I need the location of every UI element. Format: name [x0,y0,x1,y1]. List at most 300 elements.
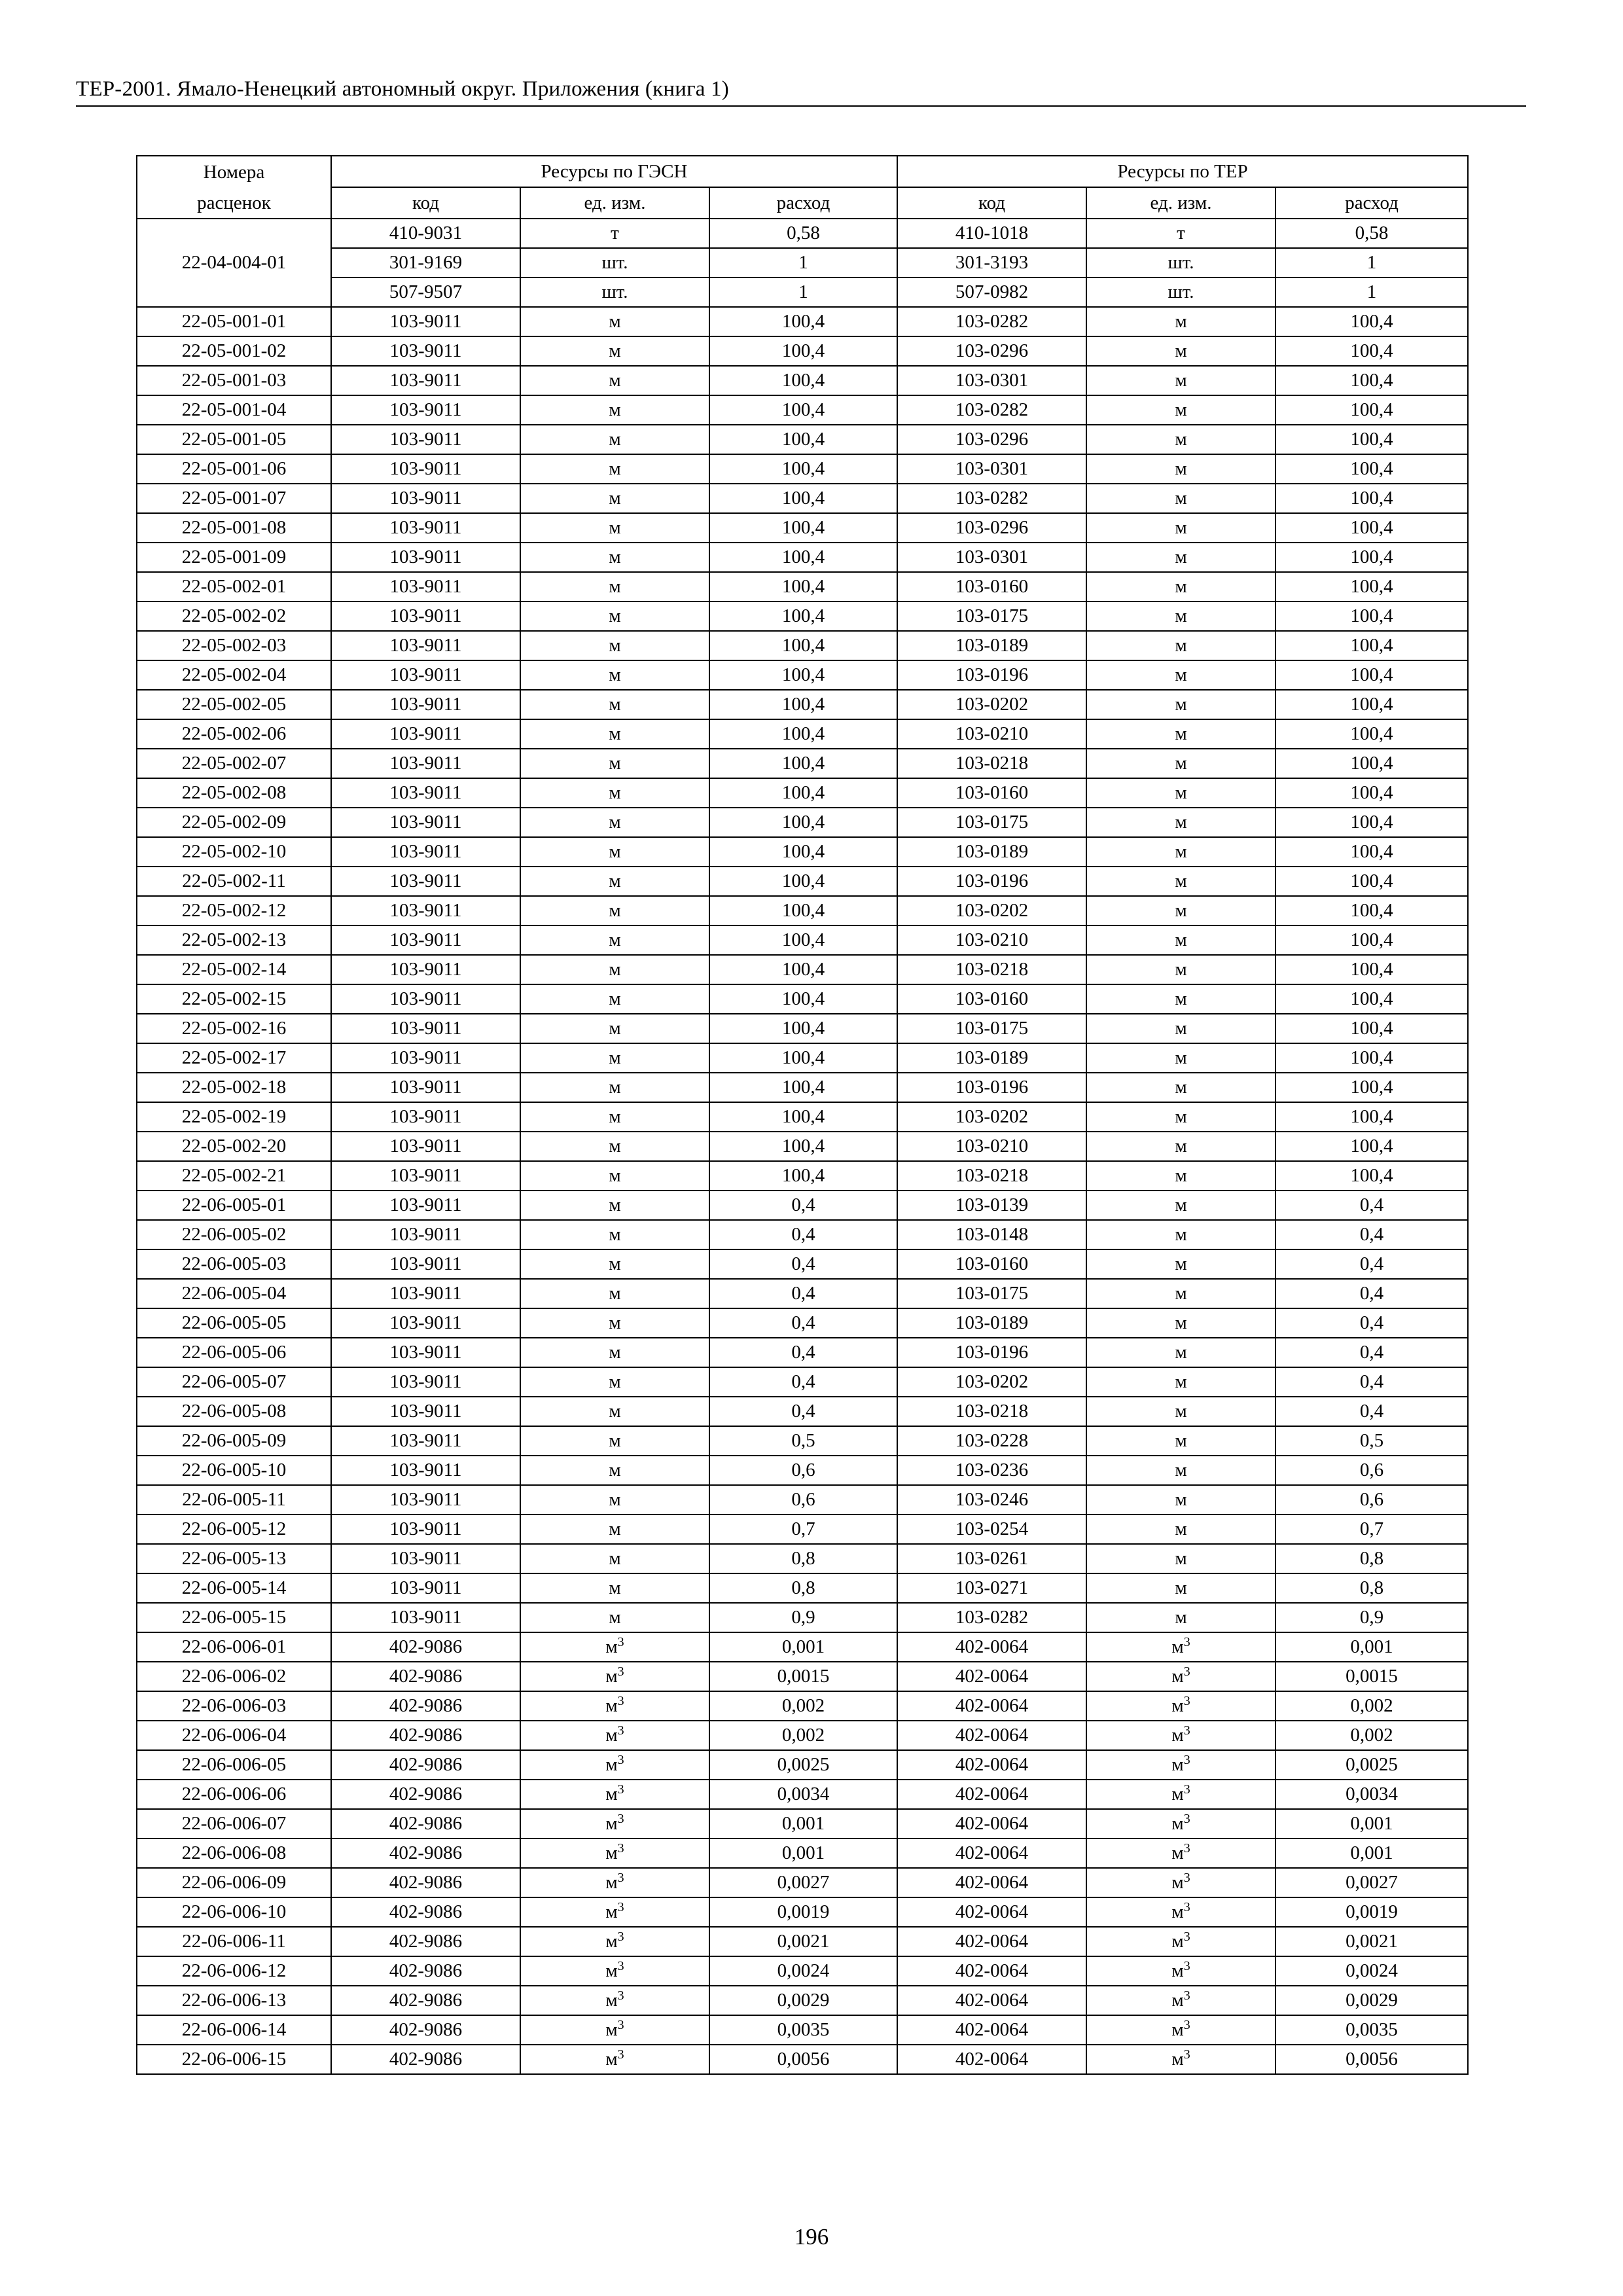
gesn-unit-cell: м [520,1220,709,1249]
running-header: ТЕР-2001. Ямало-Ненецкий автономный округ. Приложения (книга 1) [76,77,729,101]
gesn-unit-cell: м [520,543,709,572]
table-row [137,395,1468,425]
header-gesn-resources: Ресурсы по ГЭСН [331,156,897,187]
ter-code-cell: 402-0064 [897,1721,1086,1750]
table-row [137,1573,1468,1603]
rate-number-cell: 22-05-001-07 [137,484,331,513]
ter-qty-cell: 100,4 [1275,1161,1468,1191]
rate-number-cell: 22-06-006-02 [137,1662,331,1691]
gesn-qty-cell: 0,0027 [709,1868,897,1897]
gesn-code-cell: 402-9086 [331,1839,520,1868]
ter-qty-cell: 0,6 [1275,1456,1468,1485]
gesn-unit-cell: м [520,1338,709,1367]
gesn-unit-cell: м [520,1485,709,1515]
gesn-unit-cell: м [520,749,709,778]
ter-qty-cell: 100,4 [1275,867,1468,896]
table-row [137,1043,1468,1073]
gesn-qty-cell: 100,4 [709,867,897,896]
ter-unit-cell: м [1086,1161,1275,1191]
ter-qty-cell: 0,001 [1275,1809,1468,1839]
table-row [137,808,1468,837]
gesn-unit-cell: м [520,601,709,631]
gesn-qty-cell: 100,4 [709,925,897,955]
gesn-qty-cell: 100,4 [709,896,897,925]
table-row [137,1691,1468,1721]
ter-unit-cell: м [1086,513,1275,543]
gesn-code-cell: 103-9011 [331,1515,520,1544]
gesn-code-cell: 103-9011 [331,513,520,543]
gesn-qty-cell: 0,8 [709,1573,897,1603]
ter-unit-cell: $м^3$ [1086,1897,1275,1927]
table-row [137,1456,1468,1485]
ter-qty-cell: 1 [1275,278,1468,307]
gesn-unit-cell: м [520,1573,709,1603]
table-row [137,1603,1468,1632]
header-ter-unit: ед. изм. [1086,187,1275,219]
gesn-unit-cell: м [520,1515,709,1544]
gesn-qty-cell: 100,4 [709,778,897,808]
ter-qty-cell: 0,0015 [1275,1662,1468,1691]
table-row [137,1780,1468,1809]
rate-number-cell: 22-05-002-18 [137,1073,331,1102]
rate-number-cell: 22-06-005-02 [137,1220,331,1249]
rate-number-cell: 22-05-002-09 [137,808,331,837]
rate-number-cell: 22-05-002-04 [137,660,331,690]
gesn-qty-cell: 0,58 [709,219,897,248]
gesn-unit-cell: $м^3$ [520,1691,709,1721]
ter-unit-cell: м [1086,1249,1275,1279]
gesn-unit-cell: м [520,690,709,719]
ter-qty-cell: 100,4 [1275,307,1468,336]
gesn-qty-cell: 100,4 [709,336,897,366]
gesn-qty-cell: 1 [709,278,897,307]
ter-unit-cell: м [1086,484,1275,513]
gesn-code-cell: 103-9011 [331,1249,520,1279]
gesn-qty-cell: 0,001 [709,1839,897,1868]
ter-qty-cell: 0,58 [1275,219,1468,248]
gesn-qty-cell: 100,4 [709,1014,897,1043]
rate-number-cell [137,278,331,307]
ter-unit-cell: м [1086,925,1275,955]
gesn-code-cell: 103-9011 [331,1456,520,1485]
ter-code-cell: 402-0064 [897,1662,1086,1691]
gesn-code-cell: 103-9011 [331,1014,520,1043]
ter-code-cell: 103-0196 [897,1338,1086,1367]
gesn-qty-cell: 0,5 [709,1426,897,1456]
ter-qty-cell: 100,4 [1275,513,1468,543]
gesn-unit-cell: м [520,1603,709,1632]
table-row [137,1308,1468,1338]
gesn-unit-cell: м [520,307,709,336]
gesn-unit-cell: м [520,572,709,601]
ter-unit-cell: м [1086,1308,1275,1338]
ter-code-cell: 103-0175 [897,808,1086,837]
gesn-unit-cell: м [520,925,709,955]
gesn-qty-cell: 0,0056 [709,2045,897,2074]
rate-number-cell: 22-06-005-10 [137,1456,331,1485]
ter-unit-cell: м [1086,749,1275,778]
gesn-code-cell: 103-9011 [331,336,520,366]
rate-number-cell: 22-06-005-04 [137,1279,331,1308]
gesn-code-cell: 103-9011 [331,1102,520,1132]
ter-qty-cell: 0,9 [1275,1603,1468,1632]
table-row [137,513,1468,543]
ter-unit-cell: м [1086,631,1275,660]
gesn-unit-cell: м [520,867,709,896]
ter-unit-cell: м [1086,1338,1275,1367]
ter-qty-cell: 100,4 [1275,1043,1468,1073]
gesn-unit-cell: м [520,395,709,425]
table-row [137,1927,1468,1956]
rate-number-cell: 22-06-005-13 [137,1544,331,1573]
gesn-unit-cell: $м^3$ [520,1750,709,1780]
ter-unit-cell: м [1086,1043,1275,1073]
ter-code-cell: 402-0064 [897,1927,1086,1956]
gesn-qty-cell: 0,4 [709,1367,897,1397]
gesn-qty-cell: 0,8 [709,1544,897,1573]
table-row [137,219,1468,248]
ter-unit-cell: м [1086,1191,1275,1220]
gesn-qty-cell: 100,4 [709,543,897,572]
gesn-unit-cell: м [520,1308,709,1338]
ter-qty-cell: 100,4 [1275,601,1468,631]
gesn-qty-cell: 100,4 [709,601,897,631]
resources-table [136,155,1469,2075]
table-row [137,1367,1468,1397]
header-row-1 [137,156,1468,187]
gesn-qty-cell: 0,002 [709,1721,897,1750]
ter-code-cell: 402-0064 [897,1839,1086,1868]
ter-code-cell: 103-0296 [897,336,1086,366]
ter-code-cell: 103-0282 [897,484,1086,513]
ter-code-cell: 103-0196 [897,867,1086,896]
gesn-code-cell: 301-9169 [331,248,520,278]
rate-number-cell: 22-06-005-08 [137,1397,331,1426]
ter-code-cell: 410-1018 [897,219,1086,248]
gesn-code-cell: 103-9011 [331,660,520,690]
ter-qty-cell: 0,8 [1275,1544,1468,1573]
ter-unit-cell: $м^3$ [1086,1839,1275,1868]
gesn-code-cell: 103-9011 [331,395,520,425]
gesn-unit-cell: $м^3$ [520,1662,709,1691]
gesn-code-cell: 103-9011 [331,1279,520,1308]
ter-code-cell: 103-0189 [897,1308,1086,1338]
gesn-code-cell: 103-9011 [331,719,520,749]
table-row [137,1102,1468,1132]
gesn-code-cell: 103-9011 [331,1220,520,1249]
rate-number-cell: 22-05-002-08 [137,778,331,808]
gesn-unit-cell: м [520,1426,709,1456]
ter-qty-cell: 100,4 [1275,1014,1468,1043]
table-row [137,484,1468,513]
table-row [137,1839,1468,1868]
rate-number-cell: 22-05-001-06 [137,454,331,484]
table-row [137,837,1468,867]
gesn-code-cell: 402-9086 [331,1809,520,1839]
ter-qty-cell: 0,0021 [1275,1927,1468,1956]
gesn-qty-cell: 100,4 [709,307,897,336]
ter-code-cell: 103-0196 [897,1073,1086,1102]
gesn-unit-cell: м [520,1073,709,1102]
table-row [137,1897,1468,1927]
ter-unit-cell: $м^3$ [1086,1632,1275,1662]
rate-number-cell: 22-05-002-06 [137,719,331,749]
gesn-code-cell: 410-9031 [331,219,520,248]
rate-number-cell: 22-06-006-13 [137,1986,331,2015]
ter-unit-cell: м [1086,1220,1275,1249]
rate-number-cell: 22-06-006-12 [137,1956,331,1986]
ter-code-cell: 103-0189 [897,1043,1086,1073]
rate-number-cell: 22-05-002-17 [137,1043,331,1073]
gesn-code-cell: 103-9011 [331,749,520,778]
ter-qty-cell: 100,4 [1275,425,1468,454]
gesn-code-cell: 103-9011 [331,601,520,631]
table-body [137,219,1468,2074]
rate-number-cell: 22-06-005-06 [137,1338,331,1367]
gesn-code-cell: 103-9011 [331,1161,520,1191]
ter-qty-cell: 100,4 [1275,543,1468,572]
ter-unit-cell: $м^3$ [1086,1868,1275,1897]
table-row [137,955,1468,984]
table-row [137,1986,1468,2015]
gesn-code-cell: 402-9086 [331,1750,520,1780]
ter-unit-cell: м [1086,778,1275,808]
rate-number-cell: 22-05-002-15 [137,984,331,1014]
ter-code-cell: 402-0064 [897,1897,1086,1927]
ter-qty-cell: 0,4 [1275,1279,1468,1308]
gesn-unit-cell: м [520,425,709,454]
rate-number-cell: 22-05-002-16 [137,1014,331,1043]
rate-number-cell: 22-06-005-03 [137,1249,331,1279]
gesn-unit-cell: шт. [520,248,709,278]
ter-unit-cell: м [1086,1132,1275,1161]
table-row [137,454,1468,484]
gesn-code-cell: 402-9086 [331,1662,520,1691]
table-row [137,1662,1468,1691]
gesn-code-cell: 103-9011 [331,543,520,572]
ter-qty-cell: 0,4 [1275,1308,1468,1338]
rate-number-cell: 22-05-001-08 [137,513,331,543]
ter-unit-cell: м [1086,1073,1275,1102]
ter-code-cell: 103-0218 [897,955,1086,984]
ter-unit-cell: $м^3$ [1086,1691,1275,1721]
ter-unit-cell: м [1086,572,1275,601]
rate-number-cell: 22-06-005-07 [137,1367,331,1397]
ter-qty-cell: 0,0035 [1275,2015,1468,2045]
gesn-code-cell: 402-9086 [331,2045,520,2074]
gesn-qty-cell: 100,4 [709,1161,897,1191]
rate-number-cell: 22-06-006-01 [137,1632,331,1662]
ter-unit-cell: м [1086,660,1275,690]
gesn-code-cell: 103-9011 [331,1367,520,1397]
gesn-qty-cell: 100,4 [709,1043,897,1073]
table-row [137,1515,1468,1544]
gesn-unit-cell: $м^3$ [520,1839,709,1868]
gesn-code-cell: 402-9086 [331,1986,520,2015]
ter-code-cell: 402-0064 [897,2015,1086,2045]
rate-number-cell: 22-05-002-02 [137,601,331,631]
gesn-qty-cell: 0,6 [709,1456,897,1485]
gesn-unit-cell: $м^3$ [520,2015,709,2045]
rate-number-cell: 22-05-002-13 [137,925,331,955]
gesn-code-cell: 402-9086 [331,1956,520,1986]
table-row [137,1426,1468,1456]
gesn-code-cell: 103-9011 [331,1603,520,1632]
ter-unit-cell: шт. [1086,248,1275,278]
ter-unit-cell: $м^3$ [1086,1721,1275,1750]
gesn-qty-cell: 0,7 [709,1515,897,1544]
gesn-qty-cell: 0,001 [709,1632,897,1662]
table-row [137,1161,1468,1191]
ter-unit-cell: м [1086,1515,1275,1544]
gesn-unit-cell: м [520,984,709,1014]
gesn-qty-cell: 100,4 [709,513,897,543]
table-row [137,778,1468,808]
ter-code-cell: 103-0236 [897,1456,1086,1485]
gesn-qty-cell: 0,4 [709,1338,897,1367]
ter-unit-cell: м [1086,336,1275,366]
ter-code-cell: 103-0196 [897,660,1086,690]
ter-unit-cell: м [1086,1367,1275,1397]
table-row [137,1809,1468,1839]
gesn-code-cell: 103-9011 [331,307,520,336]
gesn-qty-cell: 0,0035 [709,2015,897,2045]
ter-unit-cell: м [1086,1102,1275,1132]
table-row [137,1632,1468,1662]
ter-qty-cell: 0,0024 [1275,1956,1468,1986]
gesn-qty-cell: 0,0024 [709,1956,897,1986]
ter-code-cell: 103-0148 [897,1220,1086,1249]
ter-qty-cell: 100,4 [1275,808,1468,837]
ter-unit-cell: $м^3$ [1086,1927,1275,1956]
ter-code-cell: 103-0271 [897,1573,1086,1603]
ter-unit-cell: м [1086,454,1275,484]
table-row [137,1220,1468,1249]
gesn-qty-cell: 0,0029 [709,1986,897,2015]
gesn-unit-cell: $м^3$ [520,1868,709,1897]
ter-unit-cell: м [1086,1426,1275,1456]
header-rate-numbers-cont: расценок [137,187,331,219]
rate-number-cell: 22-06-006-14 [137,2015,331,2045]
rate-number-cell: 22-05-002-05 [137,690,331,719]
table-row [137,925,1468,955]
ter-qty-cell: 100,4 [1275,837,1468,867]
gesn-code-cell: 103-9011 [331,837,520,867]
header-ter-resources: Ресурсы по ТЕР [897,156,1468,187]
header-row-2 [137,187,1468,219]
gesn-qty-cell: 0,0015 [709,1662,897,1691]
gesn-code-cell: 103-9011 [331,778,520,808]
gesn-code-cell: 103-9011 [331,925,520,955]
gesn-unit-cell: м [520,631,709,660]
gesn-unit-cell: м [520,1367,709,1397]
table-row [137,690,1468,719]
gesn-unit-cell: м [520,719,709,749]
table-row [137,1397,1468,1426]
ter-code-cell: 103-0218 [897,749,1086,778]
ter-unit-cell: м [1086,1397,1275,1426]
rate-number-cell: 22-05-001-04 [137,395,331,425]
ter-unit-cell: $м^3$ [1086,1809,1275,1839]
gesn-code-cell: 103-9011 [331,1544,520,1573]
table-row [137,719,1468,749]
ter-qty-cell: 0,6 [1275,1485,1468,1515]
gesn-code-cell: 103-9011 [331,867,520,896]
rate-number-cell: 22-06-005-01 [137,1191,331,1220]
gesn-qty-cell: 100,4 [709,631,897,660]
gesn-code-cell: 103-9011 [331,484,520,513]
gesn-unit-cell: $м^3$ [520,1927,709,1956]
ter-code-cell: 103-0301 [897,366,1086,395]
gesn-unit-cell: $м^3$ [520,1956,709,1986]
ter-unit-cell: м [1086,395,1275,425]
ter-code-cell: 103-0139 [897,1191,1086,1220]
rate-number-cell: 22-06-006-15 [137,2045,331,2074]
table-row [137,543,1468,572]
gesn-unit-cell: $м^3$ [520,1897,709,1927]
ter-code-cell: 402-0064 [897,1956,1086,1986]
rate-number-cell: 22-05-001-01 [137,307,331,336]
gesn-unit-cell: м [520,1014,709,1043]
gesn-qty-cell: 0,001 [709,1809,897,1839]
table-row [137,1279,1468,1308]
ter-unit-cell: м [1086,366,1275,395]
gesn-qty-cell: 100,4 [709,454,897,484]
ter-code-cell: 103-0218 [897,1397,1086,1426]
ter-unit-cell: $м^3$ [1086,1750,1275,1780]
ter-qty-cell: 0,4 [1275,1249,1468,1279]
rate-number-cell: 22-06-006-07 [137,1809,331,1839]
ter-code-cell: 103-0246 [897,1485,1086,1515]
rate-number-cell: 22-05-001-02 [137,336,331,366]
gesn-qty-cell: 0,4 [709,1397,897,1426]
ter-unit-cell: м [1086,1485,1275,1515]
ter-qty-cell: 100,4 [1275,454,1468,484]
ter-qty-cell: 0,0034 [1275,1780,1468,1809]
gesn-unit-cell: $м^3$ [520,1986,709,2015]
table-row [137,631,1468,660]
ter-qty-cell: 0,002 [1275,1691,1468,1721]
rate-number-cell: 22-05-001-09 [137,543,331,572]
ter-unit-cell: м [1086,719,1275,749]
ter-qty-cell: 100,4 [1275,1102,1468,1132]
gesn-code-cell: 402-9086 [331,1632,520,1662]
ter-code-cell: 103-0210 [897,719,1086,749]
gesn-code-cell: 103-9011 [331,1132,520,1161]
ter-unit-cell: $м^3$ [1086,1956,1275,1986]
ter-qty-cell: 0,0056 [1275,2045,1468,2074]
header-gesn-code: код [331,187,520,219]
ter-code-cell: 103-0261 [897,1544,1086,1573]
ter-qty-cell: 100,4 [1275,955,1468,984]
gesn-unit-cell: м [520,484,709,513]
rate-number-cell: 22-06-006-11 [137,1927,331,1956]
ter-qty-cell: 0,0019 [1275,1897,1468,1927]
rate-number-cell: 22-06-005-14 [137,1573,331,1603]
gesn-code-cell: 103-9011 [331,425,520,454]
gesn-unit-cell: м [520,808,709,837]
header-ter-qty: расход [1275,187,1468,219]
ter-qty-cell: 100,4 [1275,984,1468,1014]
ter-code-cell: 103-0210 [897,1132,1086,1161]
gesn-code-cell: 402-9086 [331,1721,520,1750]
ter-code-cell: 103-0282 [897,307,1086,336]
ter-unit-cell: шт. [1086,278,1275,307]
ter-unit-cell: м [1086,1603,1275,1632]
table-row [137,867,1468,896]
gesn-qty-cell: 100,4 [709,808,897,837]
ter-unit-cell: $м^3$ [1086,1986,1275,2015]
